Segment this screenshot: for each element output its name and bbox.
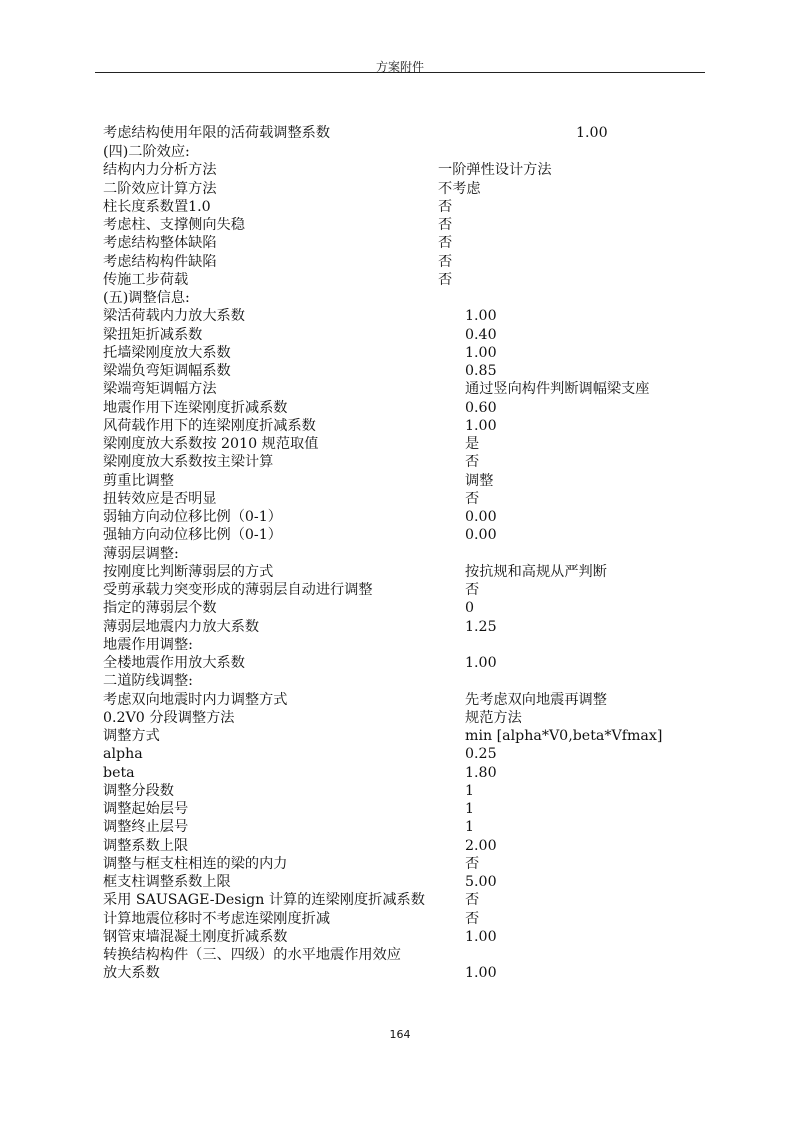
param-label: 梁刚度放大系数按 2010 规范取值 — [103, 436, 319, 452]
param-label: 按刚度比判断薄弱层的方式 — [103, 563, 274, 580]
param-row — [103, 818, 703, 836]
param-label: 调整终止层号 — [103, 819, 189, 836]
param-label: 扭转效应是否明显 — [103, 490, 217, 507]
param-value: 否 — [438, 253, 453, 270]
param-row — [103, 964, 703, 982]
param-row — [103, 928, 703, 946]
param-value: 0 — [465, 600, 475, 617]
param-value: 1 — [465, 819, 475, 836]
param-value: min [alpha*V0,beta*Vfmax] — [465, 728, 663, 744]
param-row — [103, 344, 703, 362]
param-row — [103, 161, 703, 179]
param-row — [103, 745, 703, 763]
param-row — [103, 837, 703, 855]
param-label: 梁活荷载内力放大系数 — [103, 308, 245, 325]
param-label: 调整分段数 — [103, 782, 174, 799]
param-label: 指定的薄弱层个数 — [103, 600, 217, 617]
param-value: 是 — [465, 436, 480, 452]
param-label: 全楼地震作用放大系数 — [103, 655, 245, 671]
param-label: 采用 SAUSAGE-Design 计算的连梁刚度折减系数 — [103, 892, 425, 909]
param-value: 1.00 — [465, 928, 497, 945]
param-value: 先考虑双向地震再调整 — [465, 691, 607, 708]
param-value: 否 — [465, 582, 480, 598]
param-row — [103, 453, 703, 471]
param-value: 1 — [465, 801, 475, 817]
param-row — [103, 362, 703, 380]
param-value: 1.80 — [465, 764, 497, 781]
param-label: 剪重比调整 — [103, 472, 174, 489]
param-label: 弱轴方向动位移比例（0-1） — [103, 509, 282, 525]
param-row — [103, 508, 703, 526]
page-number: 164 — [389, 1028, 411, 1041]
param-row — [103, 782, 703, 800]
param-value: 不考虑 — [438, 180, 481, 197]
param-row — [103, 946, 703, 964]
param-label: 考虑结构构件缺陷 — [103, 253, 217, 270]
param-value: 否 — [465, 892, 480, 909]
param-value: 0.60 — [465, 399, 497, 416]
param-value: 调整 — [465, 472, 494, 489]
param-label: 考虑柱、支撑侧向失稳 — [103, 217, 245, 233]
param-value: 2.00 — [465, 837, 497, 854]
param-label: 0.2V0 分段调整方法 — [103, 709, 235, 726]
param-value: 1.00 — [576, 125, 608, 141]
param-value: 规范方法 — [465, 709, 522, 726]
param-label: 梁端弯矩调幅方法 — [103, 381, 217, 398]
param-row — [103, 399, 703, 417]
param-row — [103, 709, 703, 727]
section-heading: (五)调整信息: — [103, 290, 190, 306]
param-label: 传施工步荷载 — [103, 271, 189, 288]
param-label: 梁刚度放大系数按主梁计算 — [103, 454, 274, 471]
param-label: 框支柱调整系数上限 — [103, 874, 231, 890]
param-row — [103, 618, 703, 636]
section-heading-second-order — [103, 143, 703, 161]
section-heading: (四)二阶效应: — [103, 144, 190, 160]
param-label: 二阶效应计算方法 — [103, 180, 217, 197]
param-value: 一阶弹性设计方法 — [438, 162, 552, 179]
param-label: 二道防线调整: — [103, 673, 193, 690]
param-row — [103, 764, 703, 782]
param-label: 梁扭矩折减系数 — [103, 326, 203, 343]
param-row — [103, 472, 703, 490]
param-label: 强轴方向动位移比例（0-1） — [103, 527, 282, 544]
param-row — [103, 271, 703, 289]
param-label: 梁端负弯矩调幅系数 — [103, 363, 231, 379]
param-label: 地震作用调整: — [103, 636, 193, 653]
param-value: 1.00 — [465, 965, 497, 982]
param-label: 托墙梁刚度放大系数 — [103, 344, 231, 361]
param-value: 按抗规和高规从严判断 — [465, 563, 607, 580]
parameter-list — [103, 123, 703, 983]
param-value: 1.00 — [465, 344, 497, 361]
param-value: 否 — [438, 217, 453, 233]
param-row — [103, 563, 703, 581]
param-value: 1.00 — [465, 308, 497, 325]
adjust-rows — [103, 307, 703, 982]
param-value: 否 — [465, 490, 480, 507]
param-value: 否 — [438, 235, 453, 252]
param-label: 考虑结构整体缺陷 — [103, 235, 217, 252]
param-label: 调整起始层号 — [103, 801, 189, 817]
param-value: 0.85 — [465, 363, 497, 379]
param-value: 0.00 — [465, 509, 497, 525]
param-row — [103, 891, 703, 909]
param-label: beta — [103, 764, 135, 781]
param-value: 1.00 — [465, 417, 497, 434]
param-row — [103, 545, 703, 563]
param-value: 否 — [465, 910, 480, 927]
param-label: 钢管束墙混凝土刚度折减系数 — [103, 928, 288, 945]
param-value: 0.00 — [465, 527, 497, 544]
param-value: 否 — [465, 454, 480, 471]
param-row — [103, 910, 703, 928]
param-row — [103, 234, 703, 252]
param-label: 调整与框支柱相连的梁的内力 — [103, 855, 288, 872]
param-value: 通过竖向构件判断调幅梁支座 — [465, 381, 650, 398]
param-row — [103, 855, 703, 873]
param-value: 0.25 — [465, 746, 497, 763]
param-value: 1.25 — [465, 618, 497, 635]
param-row — [103, 180, 703, 198]
param-label: 转换结构构件（三、四级）的水平地震作用效应 — [103, 947, 401, 963]
param-row — [103, 216, 703, 234]
param-row — [103, 253, 703, 271]
param-label: 调整方式 — [103, 728, 160, 744]
param-label: 地震作用下连梁刚度折减系数 — [103, 399, 288, 416]
second-order-rows — [103, 161, 703, 289]
param-row — [103, 307, 703, 325]
param-row — [103, 417, 703, 435]
param-row — [103, 526, 703, 544]
param-row — [103, 800, 703, 818]
param-label: 受剪承载力突变形成的薄弱层自动进行调整 — [103, 582, 373, 598]
param-value: 0.40 — [465, 326, 497, 343]
param-value: 1.00 — [465, 655, 497, 671]
param-value: 1 — [465, 782, 475, 799]
header-divider — [95, 72, 705, 73]
section-heading-adjust — [103, 289, 703, 307]
param-row — [103, 672, 703, 690]
param-label: 薄弱层地震内力放大系数 — [103, 618, 260, 635]
param-row — [103, 727, 703, 745]
param-label: 放大系数 — [103, 965, 160, 982]
param-label: alpha — [103, 746, 143, 763]
param-row — [103, 123, 703, 143]
param-label: 计算地震位移时不考虑连梁刚度折减 — [103, 910, 331, 927]
param-row — [103, 636, 703, 654]
param-label: 考虑结构使用年限的活荷载调整系数 — [103, 125, 331, 141]
param-value: 否 — [438, 271, 453, 288]
param-label: 结构内力分析方法 — [103, 162, 217, 179]
param-row — [103, 490, 703, 508]
param-row — [103, 581, 703, 599]
param-value: 否 — [465, 855, 480, 872]
param-value: 5.00 — [465, 874, 497, 890]
param-row — [103, 380, 703, 398]
param-label: 调整系数上限 — [103, 837, 189, 854]
param-label: 柱长度系数置1.0 — [103, 198, 211, 215]
param-label: 考虑双向地震时内力调整方式 — [103, 691, 288, 708]
param-row — [103, 654, 703, 672]
param-row — [103, 691, 703, 709]
param-row — [103, 198, 703, 216]
param-row — [103, 326, 703, 344]
param-label: 风荷载作用下的连梁刚度折减系数 — [103, 417, 316, 434]
param-value: 否 — [438, 198, 453, 215]
param-row — [103, 873, 703, 891]
param-row — [103, 435, 703, 453]
page-header-title: 方案附件 — [375, 60, 424, 74]
param-row — [103, 599, 703, 617]
param-label: 薄弱层调整: — [103, 545, 179, 562]
